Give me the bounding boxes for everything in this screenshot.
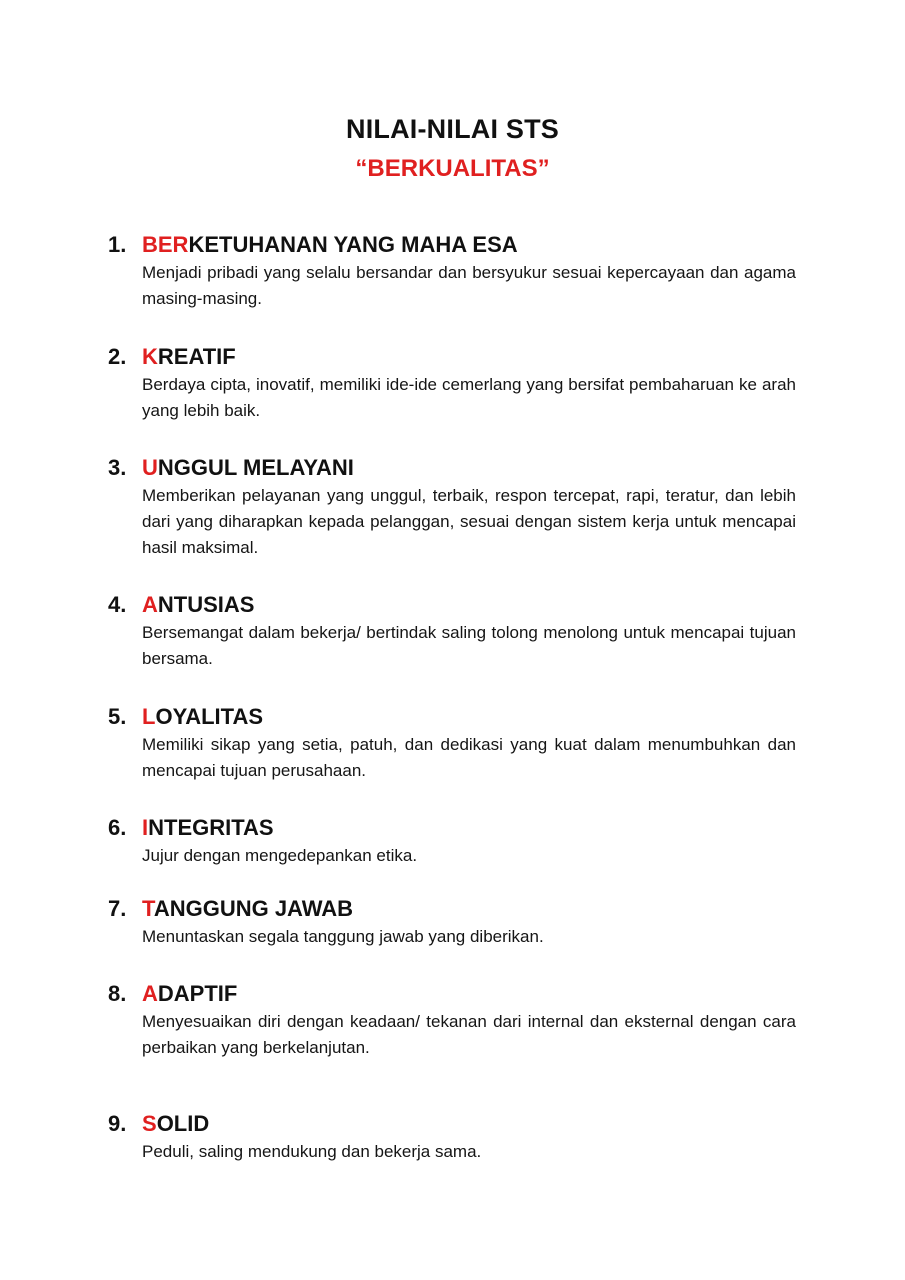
value-description: Menuntaskan segala tanggung jawab yang diberikan.	[142, 927, 544, 946]
value-heading	[108, 1109, 796, 1139]
value-title-rest: NTUSIAS	[157, 592, 255, 617]
value-description: Peduli, saling mendukung dan bekerja sama.	[142, 1142, 482, 1161]
value-title-rest: ANGGUNG JAWAB	[153, 896, 354, 921]
value-heading	[108, 813, 796, 843]
value-title-rest: DAPTIF	[157, 981, 238, 1006]
value-item-6	[108, 813, 796, 869]
value-highlight: K	[142, 344, 158, 369]
value-title-rest: NGGUL MELAYANI	[157, 455, 354, 480]
value-number: 6.	[108, 815, 127, 840]
value-number: 9.	[108, 1111, 127, 1136]
value-item-5	[108, 702, 796, 784]
value-title-rest: NTEGRITAS	[148, 815, 274, 840]
value-heading	[108, 230, 796, 260]
value-number: 7.	[108, 896, 127, 921]
value-heading	[108, 894, 796, 924]
value-highlight: A	[142, 981, 158, 1006]
value-number: 8.	[108, 981, 127, 1006]
value-description: Menyesuaikan diri dengan keadaan/ tekanan dari internal dan eksternal dengan cara perbaikan yang berkelanjutan.	[142, 1012, 796, 1057]
value-description: Bersemangat dalam bekerja/ bertindak saling tolong menolong untuk mencapai tujuan bersama.	[142, 623, 796, 668]
page-title: NILAI-NILAI STS	[346, 114, 559, 144]
value-item-7	[108, 894, 796, 950]
value-title-rest: REATIF	[157, 344, 236, 369]
value-highlight: I	[142, 815, 149, 840]
value-heading	[108, 342, 796, 372]
value-heading	[108, 979, 796, 1009]
value-title-rest: KETUHANAN YANG MAHA ESA	[188, 232, 518, 257]
value-description: Menjadi pribadi yang selalu bersandar dan bersyukur sesuai kepercayaan dan agama masing-masing.	[142, 263, 796, 308]
value-highlight: U	[142, 455, 158, 480]
value-item-2	[108, 342, 796, 424]
value-number: 4.	[108, 592, 127, 617]
page-subtitle: “BERKUALITAS”	[355, 155, 550, 182]
value-description: Memberikan pelayanan yang unggul, terbaik, respon tercepat, rapi, teratur, dan lebih dari yang diharapkan kepada pelanggan, sesuai dengan sistem kerja untuk mencapai hasil maksimal.	[142, 486, 796, 557]
value-description: Memiliki sikap yang setia, patuh, dan dedikasi yang kuat dalam menumbuhkan dan mencapai tujuan perusahaan.	[142, 735, 796, 780]
value-description: Berdaya cipta, inovatif, memiliki ide-ide cemerlang yang bersifat pembaharuan ke arah yang lebih baik.	[142, 375, 796, 420]
value-highlight: L	[142, 704, 156, 729]
value-item-8	[108, 979, 796, 1061]
value-title-rest: OYALITAS	[155, 704, 264, 729]
value-item-9	[108, 1109, 796, 1165]
value-heading	[108, 702, 796, 732]
value-number: 2.	[108, 344, 127, 369]
value-highlight: BER	[142, 232, 189, 257]
value-item-3	[108, 453, 796, 561]
value-highlight: T	[142, 896, 154, 921]
value-heading	[108, 453, 796, 483]
value-description: Jujur dengan mengedepankan etika.	[142, 846, 418, 865]
value-number: 5.	[108, 704, 127, 729]
value-highlight: A	[142, 592, 158, 617]
value-number: 1.	[108, 232, 127, 257]
value-item-4	[108, 590, 796, 672]
value-highlight: S	[142, 1111, 157, 1136]
value-heading	[108, 590, 796, 620]
value-number: 3.	[108, 455, 127, 480]
value-item-1	[108, 230, 796, 312]
value-title-rest: OLID	[156, 1111, 210, 1136]
